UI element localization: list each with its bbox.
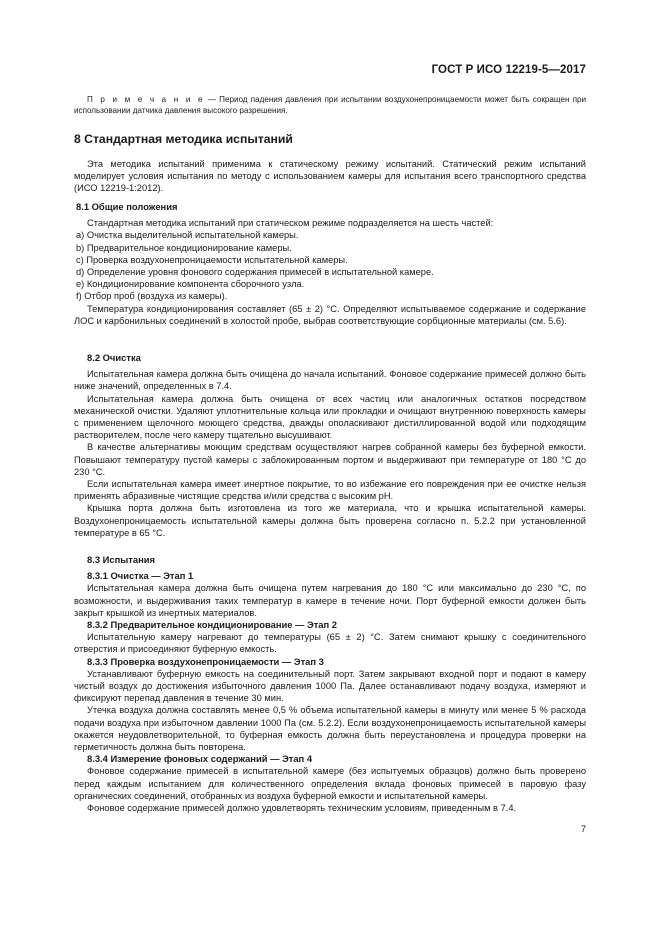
section-8-2-p3: В качестве альтернативы моющим средствам осуществляют нагрев собранной камеры без буферной емкости. Повышают температуру пустой камеры с заблокированным портом и выдерживают при температуре от 180 °С до 230 °С. [74, 442, 586, 477]
section-8-1-title: 8.1 Общие положения [76, 201, 178, 212]
section-8-2-title: 8.2 Очистка [87, 352, 141, 363]
document-code-header: ГОСТ Р ИСО 12219-5—2017 [431, 64, 586, 76]
note-paragraph [74, 94, 586, 116]
note-label: П р и м е ч а н и е [87, 95, 205, 104]
section-8-intro: Эта методика испытаний применима к статическому режиму испытаний. Статический режим испытаний моделирует условия испытания по методу с использованием камеры для испытания всего транспортного средства (ИСО 12219-1:2012). [74, 159, 586, 194]
section-8-title: 8 Стандартная методика испытаний [74, 132, 293, 146]
section-8-3-2-title: 8.3.2 Предварительное кондиционирование — Этап 2 [87, 619, 337, 631]
section-8-3-4-p1: Фоновое содержание примесей в испытательной камере (без испытуемых образцов) должно быть проверено перед каждым испытанием для количественного определения вклада фоновых примесей в паровую фазу органических соединений, отобранных из воздуха буферной емкости и испытательной камеры. [74, 766, 586, 801]
section-8-body [74, 158, 586, 195]
list-item: e) Кондиционирование компонента сборочного узла. [76, 279, 305, 290]
section-8-3-4-p2: Фоновое содержание примесей должно удовлетворять техническим условиям, приведенным в 7.4. [87, 803, 517, 814]
note-text: — Период падения давления при испытании воздухонепроницаемости может быть сокращен при использовании датчика давления высокого разрешения. [74, 95, 587, 115]
section-8-2-p2: Испытательная камера должна быть очищена от всех частиц или аналогичных остатков посредством механической очистки. Удаляют уплотнительные кольца или прокладки и очищают внутреннюю поверхность камеры с применением щелочного моющего средства, дважды ополаскивают дистиллированной водой или подходящим растворителем, после чего камеру тщательно высушивают. [74, 393, 586, 441]
section-8-3-3-title: 8.3.3 Проверка воздухонепроницаемости — Этап 3 [87, 655, 324, 667]
note-block [74, 94, 586, 116]
section-8-1 [74, 201, 586, 327]
list-item: c) Проверка воздухонепроницаемости испытательной камеры. [76, 254, 348, 265]
section-8-3-3-p1: Устанавливают буферную емкость на соединительный порт. Затем закрывают входной порт и подают в камеру чистый воздух до достижения избыточного давления 1000 Па. Далее останавливают подачу воздуха, измеряют и фиксируют перепад давления в течение 30 мин. [74, 668, 586, 704]
section-8-1-temperature: Температура кондиционирования составляет (65 ± 2) °С. Определяют испытываемое содержание и содержание ЛОС и карбонильных соединений в холостой пробе, выбрав соответствующие сорбционные материалы (см. 5.6). [74, 303, 586, 326]
section-8-3-3-p2: Утечка воздуха должна составлять менее 0,5 % объема испытательной камеры в минуту или менее 5 % расхода подачи воздуха при избыточном давлении 1000 Па (см. 5.2.2). Если воздухонепроницаемость испытательной камеры окажется неудовлетворительной, то буферная емкость должна быть переустановлена и процедура проверки на герметичность должна быть повторена. [74, 705, 586, 753]
section-8-3-1-title: 8.3.1 Очистка — Этап 1 [87, 570, 194, 582]
section-8-2-p5: Крышка порта должна быть изготовлена из того же материала, что и крышка испытательной камеры. Воздухонепроницаемость испытательной камеры должна быть проверена согласно п. 5.2.2 при установленной температуре в 65 °С. [74, 503, 586, 538]
section-8-3-4-title: 8.3.4 Измерение фоновых содержаний — Этап 4 [87, 753, 313, 765]
page-number: 7 [580, 824, 586, 834]
section-8-3-2-text: Испытательную камеру нагревают до температуры (65 ± 2) °С. Затем снимают крышку с соединительного отверстия и присоединяют буферную емкость. [74, 632, 586, 655]
list-item: d) Определение уровня фонового содержания примесей в испытательной камере. [76, 267, 434, 278]
section-8-2-p4: Если испытательная камера имеет инертное покрытие, то во избежание его повреждения при ее очистке нельзя применять абразивные чистящие средства и/или средства с высоким pH. [74, 479, 586, 502]
section-8-3-title: 8.3 Испытания [87, 554, 155, 565]
section-8-3-1-text: Испытательная камера должна быть очищена путем нагревания до 180 °С или максимально до 230 °С, по возможности, и выдерживания таких температур в камере в течение ночи. Порт буферной емкости должен быть закрыт крышкой из инертных материалов. [74, 583, 586, 618]
list-item: a) Очистка выделительной испытательной камеры. [76, 230, 299, 241]
section-8-2-p1: Испытательная камера должна быть очищена до начала испытаний. Фоновое содержание примесей должно быть ниже значений, определенных в 7.4. [74, 369, 586, 392]
section-8-1-intro: Стандартная методика испытаний при статическом режиме подразделяется на шесть частей: [87, 218, 494, 229]
list-item: f) Отбор проб (воздуха из камеры). [76, 291, 228, 302]
list-item: b) Предварительное кондиционирование камеры. [76, 242, 292, 253]
section-8-3 [74, 554, 586, 814]
section-8-heading [74, 132, 586, 147]
section-8-2 [74, 352, 586, 539]
